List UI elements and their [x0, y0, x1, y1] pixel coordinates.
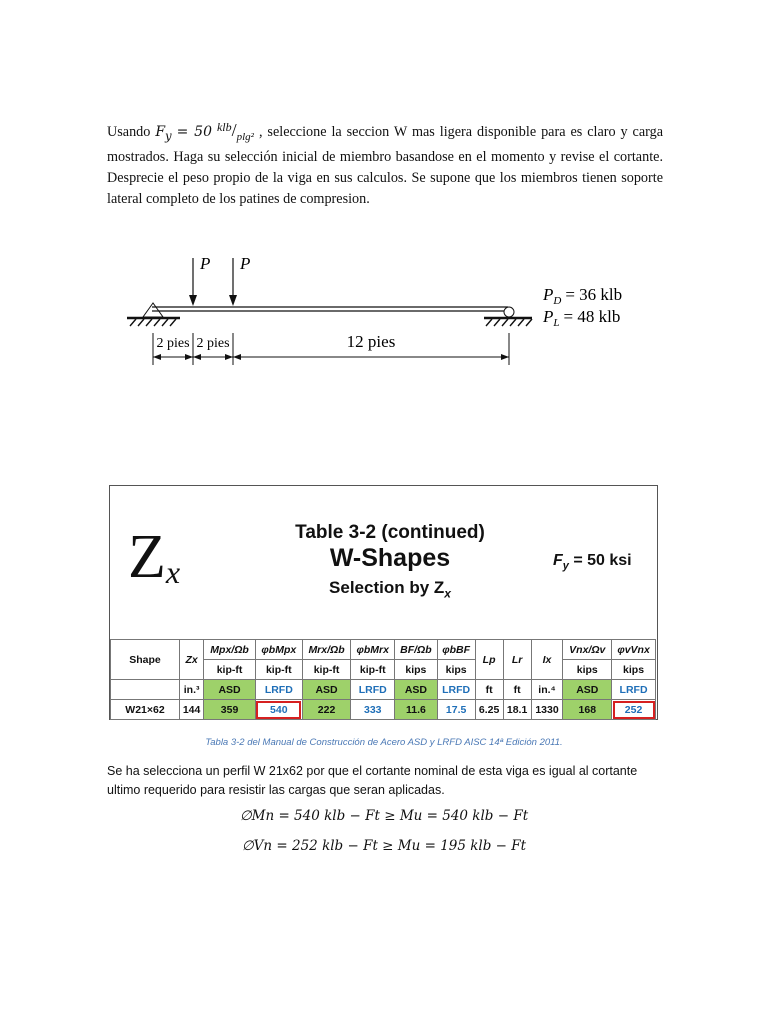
row3-asd-2: ASD [302, 680, 351, 700]
pd-label [542, 285, 622, 307]
load-arrowhead-2 [229, 295, 237, 306]
unit-mrx-lrfd: kip-ft [351, 660, 395, 680]
roller-support [504, 307, 514, 317]
equation-moment: ∅Mn = 540 klb − Ft ≥ Mu = 540 klb − Ft [239, 808, 529, 824]
table-fy-sub: y [562, 560, 569, 573]
load-arrowhead-1 [189, 295, 197, 306]
cell-vnx-lrfd: 252 [612, 700, 656, 720]
intro-paragraph [107, 120, 663, 210]
zx-letter: Z [128, 523, 166, 591]
fy-subscript: y [165, 128, 172, 143]
fy-value: = 50 [176, 124, 212, 140]
zx-heading [128, 522, 180, 593]
row3-zx: in.³ [180, 680, 204, 700]
cell-bf-lrfd: 17.5 [437, 700, 475, 720]
unit-bf-lrfd: kips [437, 660, 475, 680]
pd-symbol: P [543, 285, 554, 304]
table-3-2-excerpt [109, 485, 658, 720]
table-title-line3-text: Selection by Z [329, 578, 445, 597]
row3-lrfd-3: LRFD [437, 680, 475, 700]
dim-label-3: 12 pies [346, 332, 396, 351]
table-row [111, 700, 656, 720]
cell-zx: 144 [180, 700, 204, 720]
row3-shape [111, 680, 180, 700]
row3-lr: ft [503, 680, 531, 700]
table-fy-letter: F [553, 552, 563, 569]
unit-denominator: plg² [236, 131, 254, 143]
zx-subscript: x [165, 554, 181, 590]
row3-asd-4: ASD [563, 680, 612, 700]
cell-bf-asd: 11.6 [395, 700, 438, 720]
cell-mrx-lrfd: 333 [351, 700, 395, 720]
load-label-1: P [200, 254, 211, 273]
row3-asd-1: ASD [204, 680, 256, 700]
conclusion-paragraph: Se ha selecciona un perfil W 21x62 por que el cortante nominal de esta viga es igual al cortante ultimo requerido para resistir las cargas que seran aplicadas. [107, 764, 638, 797]
pl-label [542, 307, 620, 329]
header-vnx-lrfd: φvVnx [612, 640, 656, 660]
header-vnx-asd: Vnx/Ωv [563, 640, 612, 660]
table-title-line3-sub: x [444, 586, 451, 601]
row3-lp: ft [475, 680, 503, 700]
header-mrx-asd: Mrx/Ωb [302, 640, 351, 660]
cell-lr: 18.1 [503, 700, 531, 720]
header-mpx-asd: Mpx/Ωb [204, 640, 256, 660]
pd-value: = 36 klb [565, 285, 623, 304]
cell-vnx-asd: 168 [563, 700, 612, 720]
header-mpx-lrfd: φbMpx [255, 640, 302, 660]
header-zx: Zx [180, 640, 204, 680]
table-header-row-3 [111, 680, 656, 700]
selection-table [110, 639, 656, 720]
table-title-line3 [260, 578, 520, 600]
cell-mrx-asd: 222 [302, 700, 351, 720]
fy-letter: F [155, 124, 166, 140]
cell-mpx-asd: 359 [204, 700, 256, 720]
dim-label-1: 2 pies [156, 336, 190, 351]
unit-bf-asd: kips [395, 660, 438, 680]
cell-ix: 1330 [531, 700, 563, 720]
cell-mpx-lrfd: 540 [255, 700, 302, 720]
unit-numerator: klb [216, 120, 232, 134]
beam-diagram [0, 240, 768, 375]
header-mrx-lrfd: φbMrx [351, 640, 395, 660]
left-ground-hatch [130, 319, 176, 326]
pl-symbol: P [543, 307, 554, 326]
table-fy-value: = 50 ksi [568, 552, 632, 569]
header-ix: Ix [531, 640, 563, 680]
header-shape: Shape [111, 640, 180, 680]
intro-rest: , seleccione la seccion W mas ligera disponible para es claro y carga mostrados. Haga su selección inicial de miembro basandose en el momento y revise el cortante. Desprecie el peso propio de la viga en sus calculos. Se supone que los miembros tienen soporte lateral completo de los patines de compresion. [107, 124, 664, 207]
row3-lrfd-4: LRFD [612, 680, 656, 700]
header-lr: Lr [503, 640, 531, 680]
table-title-line2: W-Shapes [329, 544, 451, 572]
dim-label-2: 2 pies [196, 336, 230, 351]
row3-ix: in.⁴ [531, 680, 563, 700]
header-bf-asd: BF/Ωb [395, 640, 438, 660]
unit-vnx-lrfd: kips [612, 660, 656, 680]
pl-subscript: L [553, 317, 560, 329]
row3-asd-3: ASD [395, 680, 438, 700]
table-caption: Tabla 3-2 del Manual de Construcción de Acero ASD y LRFD AISC 14ª Edición 2011. [205, 737, 563, 748]
right-ground-hatch [486, 319, 532, 326]
unit-slash: / [231, 120, 237, 140]
cell-lp: 6.25 [475, 700, 503, 720]
table-fy-label [553, 552, 632, 572]
fy-symbol [155, 124, 172, 143]
row3-lrfd-2: LRFD [351, 680, 395, 700]
table-header-row-1 [111, 640, 656, 660]
unit-mpx-asd: kip-ft [204, 660, 256, 680]
unit-mpx-lrfd: kip-ft [255, 660, 302, 680]
cell-shape: W21×62 [111, 700, 180, 720]
pin-support [143, 303, 163, 317]
row3-lrfd-1: LRFD [255, 680, 302, 700]
intro-word: Usando [107, 124, 151, 140]
pd-subscript: D [553, 295, 562, 307]
header-lp: Lp [475, 640, 503, 680]
header-bf-lrfd: φbBF [437, 640, 475, 660]
unit-vnx-asd: kips [563, 660, 612, 680]
table-title-line1: Table 3-2 (continued) [295, 522, 485, 543]
load-label-2: P [240, 254, 251, 273]
pl-value: = 48 klb [563, 307, 621, 326]
equation-shear: ∅Vn = 252 klb − Ft ≥ Mu = 195 klb − Ft [241, 838, 527, 854]
unit-mrx-asd: kip-ft [302, 660, 351, 680]
